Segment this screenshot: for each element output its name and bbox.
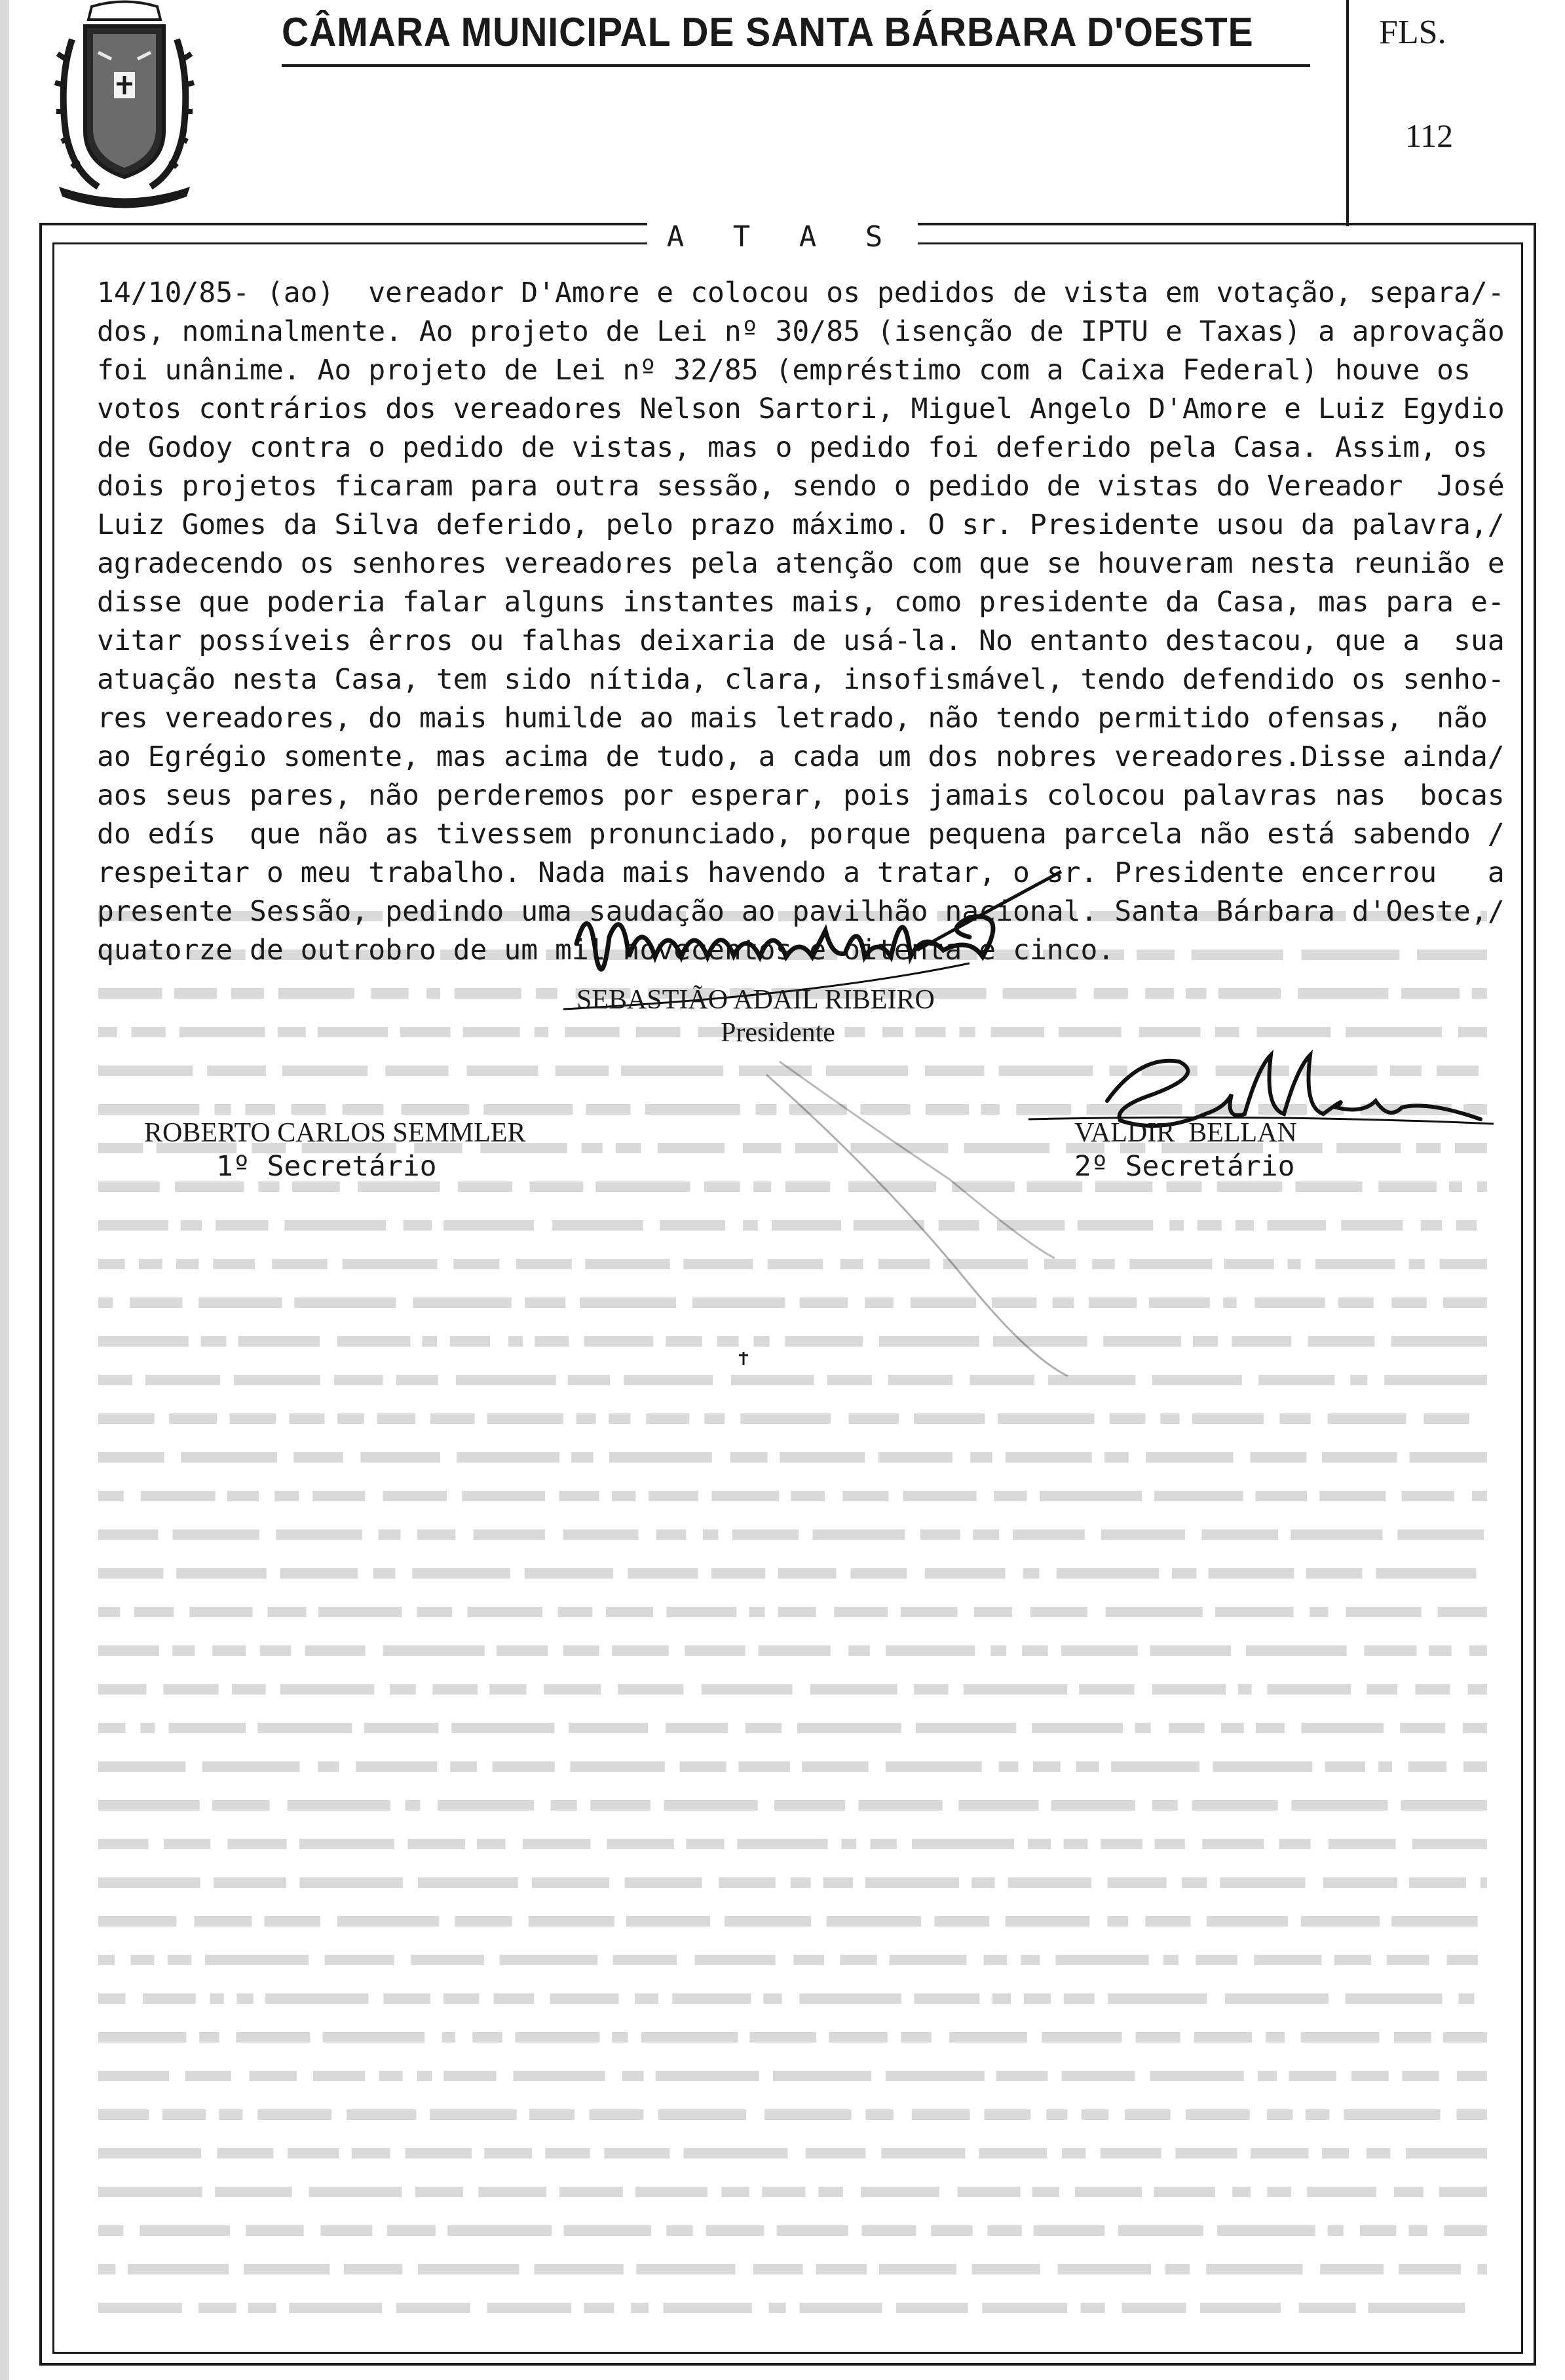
minutes-line: dos, nominalmente. Ao projeto de Lei nº 30/85 (isenção de IPTU e Taxas) a aprovação — [97, 315, 1505, 348]
minutes-line: de Godoy contra o pedido de vistas, mas o pedido foi deferido pela Casa. Assim, os — [97, 431, 1488, 464]
minutes-line: Luiz Gomes da Silva deferido, pelo prazo máximo. O sr. Presidente usou da palavra,/ — [97, 509, 1505, 541]
minutes-line: presente Sessão, pedindo uma saudação ao pavilhão nacional. Santa Bárbara d'Oeste,/ — [97, 895, 1505, 928]
municipal-crest-icon — [46, 0, 203, 210]
minutes-line: dois projetos ficaram para outra sessão, sendo o pedido de vistas do Vereador José — [97, 470, 1505, 503]
section-title: A T A S — [647, 220, 918, 254]
minutes-line: vitar possíveis êrros ou falhas deixaria de usá-la. No entanto destacou, que a sua — [97, 624, 1505, 657]
second-secretary-name: VALDIR BELLAN — [1074, 1118, 1297, 1148]
minutes-line: aos seus pares, não perderemos por esperar, pois jamais colocou palavras nas bocas — [97, 779, 1505, 812]
second-secretary-role: 2º Secretário — [1074, 1150, 1295, 1183]
scan-edge — [0, 0, 9, 2380]
header-divider — [1346, 0, 1349, 226]
minutes-line: atuação nesta Casa, tem sido nítida, clara, insofismável, tendo defendido os senho- — [97, 663, 1505, 696]
minutes-line: votos contrários dos vereadores Nelson Sartori, Miguel Angelo D'Amore e Luiz Egydio — [97, 393, 1505, 425]
minutes-line: respeitar o meu trabalho. Nada mais havendo a tratar, o sr. Presidente encerrou a — [97, 856, 1505, 889]
chamber-name: CÂMARA MUNICIPAL DE SANTA BÁRBARA D'OESTE — [282, 10, 1254, 55]
section-title-wrapper — [0, 220, 1565, 254]
minutes-line: res vereadores, do mais humilde ao mais letrado, não tendo permitido ofensas, não — [97, 702, 1488, 735]
first-secretary-role: 1º Secretário — [216, 1150, 437, 1183]
minutes-line: do edís que não as tivessem pronunciado, porque pequena parcela não está sabendo / — [97, 818, 1505, 851]
minutes-line: ao Egrégio somente, mas acima de tudo, a cada um dos nobres vereadores.Disse ainda/ — [97, 740, 1505, 773]
header-rule — [282, 64, 1310, 67]
small-mark-icon — [734, 1349, 753, 1368]
folio-label: FLS. — [1379, 14, 1446, 51]
minutes-line: foi unânime. Ao projeto de Lei nº 32/85 (empréstimo com a Caixa Federal) houve os — [97, 354, 1471, 387]
president-name: SEBASTIÃO ADAIL RIBEIRO — [576, 985, 935, 1015]
minutes-line: quatorze de outrobro de um mil novecentos e oitenta e cinco. — [97, 934, 1115, 967]
minutes-line: agradecendo os senhores vereadores pela atenção com que se houveram nesta reunião e — [97, 547, 1505, 580]
minutes-line: 14/10/85- (ao) vereador D'Amore e colocou os pedidos de vista em votação, separa/- — [97, 277, 1505, 309]
first-secretary-name: ROBERTO CARLOS SEMMLER — [144, 1118, 526, 1148]
page-number: 112 — [1405, 117, 1454, 154]
president-role: Presidente — [721, 1018, 835, 1048]
minutes-line: disse que poderia falar alguns instantes mais, como presidente da Casa, mas para e- — [97, 586, 1505, 619]
